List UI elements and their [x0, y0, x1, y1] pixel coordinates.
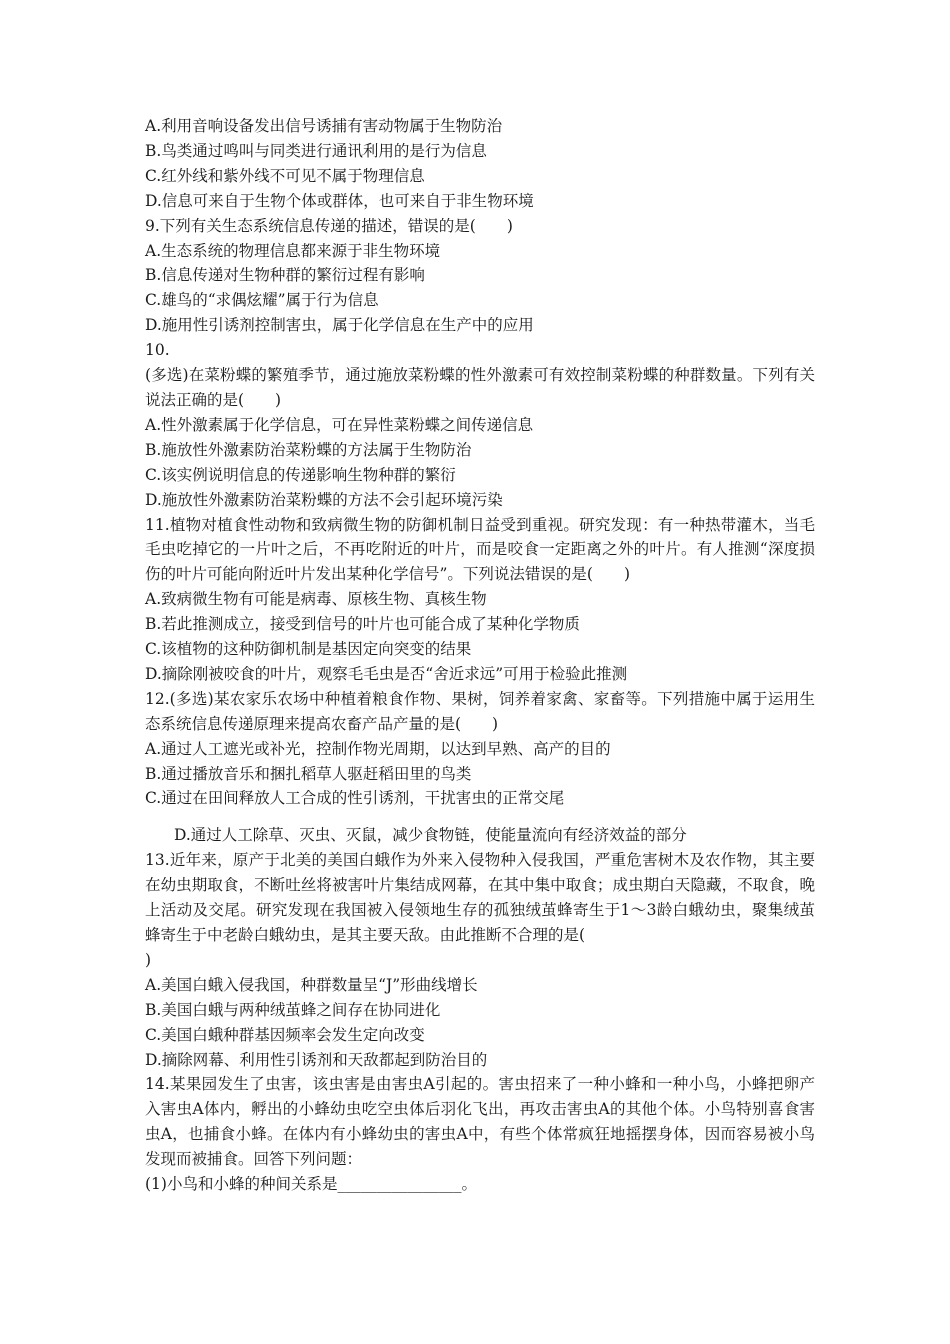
option-d: D.信息可来自于生物个体或群体，也可来自于非生物环境 [145, 191, 534, 210]
q11-option-b: B.若此推测成立，接受到信号的叶片也可能合成了某种化学物质 [145, 615, 580, 634]
option-a: A.利用音响设备发出信号诱捕有害动物属于生物防治 [145, 117, 503, 135]
question-12-stem: 12.(多选)某农家乐农场中种植着粮食作物、果树，饲养着家禽、家畜等。下列措施中属于运用生态系统信息传递原理来提高农畜产品产量的是( ) [145, 689, 815, 733]
q13-option-a: A.美国白蛾入侵我国，种群数量呈“J”形曲线增长 [145, 975, 478, 994]
q14-subquestion-1: (1)小鸟和小蜂的种间关系是________________。 [145, 1175, 477, 1194]
q10-option-b: B.施放性外激素防治菜粉蝶的方法属于生物防治 [145, 440, 472, 459]
q11-option-d: D.摘除刚被咬食的叶片，观察毛毛虫是否“舍近求远”可用于检验此推测 [145, 664, 628, 683]
document-page [145, 114, 815, 1197]
q13-option-d: D.摘除网幕、利用性引诱剂和天敌都起到防治目的 [145, 1050, 488, 1069]
q13-option-b: B.美国白蛾与两种绒茧蜂之间存在协同进化 [145, 1000, 441, 1019]
q10-option-c: C.该实例说明信息的传递影响生物种群的繁衍 [145, 465, 456, 484]
q12-option-b: B.通过播放音乐和捆扎稻草人驱赶稻田里的鸟类 [145, 764, 472, 783]
q12-option-a: A.通过人工遮光或补光，控制作物光周期，以达到早熟、高产的目的 [145, 739, 611, 758]
q13-option-c: C.美国白蛾种群基因频率会发生定向改变 [145, 1025, 425, 1044]
question-13-stem-end: ) [145, 950, 152, 969]
question-13-stem: 13.近年来，原产于北美的美国白蛾作为外来入侵物种入侵我国，严重危害树木及农作物，其主要在幼虫期取食，不断吐丝将被害叶片集结成网幕，在其中集中取食；成虫期白天隐藏，不取食，晚上活动及交尾。研究发现在我国被入侵领地生存的孤独绒茧蜂寄生于1～3龄白蛾幼虫，聚集绒茧蜂寄生于中老龄白蛾幼虫，是其主要天敌。由此推断不合理的是( [145, 851, 815, 944]
q9-option-c: C.雄鸟的“求偶炫耀”属于行为信息 [145, 291, 379, 310]
q9-option-b: B.信息传递对生物种群的繁衍过程有影响 [145, 266, 425, 285]
q11-option-a: A.致病微生物有可能是病毒、原核生物、真核生物 [145, 590, 487, 609]
question-10-stem: (多选)在菜粉蝶的繁殖季节，通过施放菜粉蝶的性外激素可有效控制菜粉蝶的种群数量。下列有关说法正确的是( ) [145, 366, 815, 409]
q10-option-d: D.施放性外激素防治菜粉蝶的方法不会引起环境污染 [145, 490, 503, 509]
question-9-stem: 9.下列有关生态系统信息传递的描述，错误的是( ) [145, 216, 513, 235]
q11-option-c: C.该植物的这种防御机制是基因定向突变的结果 [145, 640, 472, 659]
q12-option-d: D.通过人工除草、灭虫、灭鼠，减少食物链，使能量流向有经济效益的部分 [174, 826, 687, 845]
q12-option-c: C.通过在田间释放人工合成的性引诱剂，干扰害虫的正常交尾 [145, 789, 565, 808]
q9-option-d: D.施用性引诱剂控制害虫，属于化学信息在生产中的应用 [145, 316, 534, 335]
q10-option-a: A.性外激素属于化学信息，可在异性菜粉蝶之间传递信息 [145, 415, 534, 434]
question-11-stem: 11.植物对植食性动物和致病微生物的防御机制日益受到重视。研究发现：有一种热带灌木，当毛毛虫吃掉它的一片叶之后，不再吃附近的叶片，而是咬食一定距离之外的叶片。有人推测“深度损伤的叶片可能向附近叶片发出某种化学信号”。下列说法错误的是( ) [145, 515, 815, 584]
option-b: B.鸟类通过鸣叫与同类进行通讯利用的是行为信息 [145, 141, 487, 160]
question-14-stem: 14.某果园发生了虫害，该虫害是由害虫A引起的。害虫招来了一种小蜂和一种小鸟，小蜂把卵产入害虫A体内，孵出的小蜂幼虫吃空虫体后羽化飞出，再攻击害虫A的其他个体。小鸟特别喜食害虫A，也捕食小蜂。在体内有小蜂幼虫的害虫A中，有些个体常疯狂地摇摆身体，因而容易被小鸟发现而被捕食。回答下列问题： [145, 1075, 815, 1169]
option-c: C.红外线和紫外线不可见不属于物理信息 [145, 166, 425, 185]
q9-option-a: A.生态系统的物理信息都来源于非生物环境 [145, 241, 441, 260]
question-10-number: 10. [145, 341, 170, 360]
